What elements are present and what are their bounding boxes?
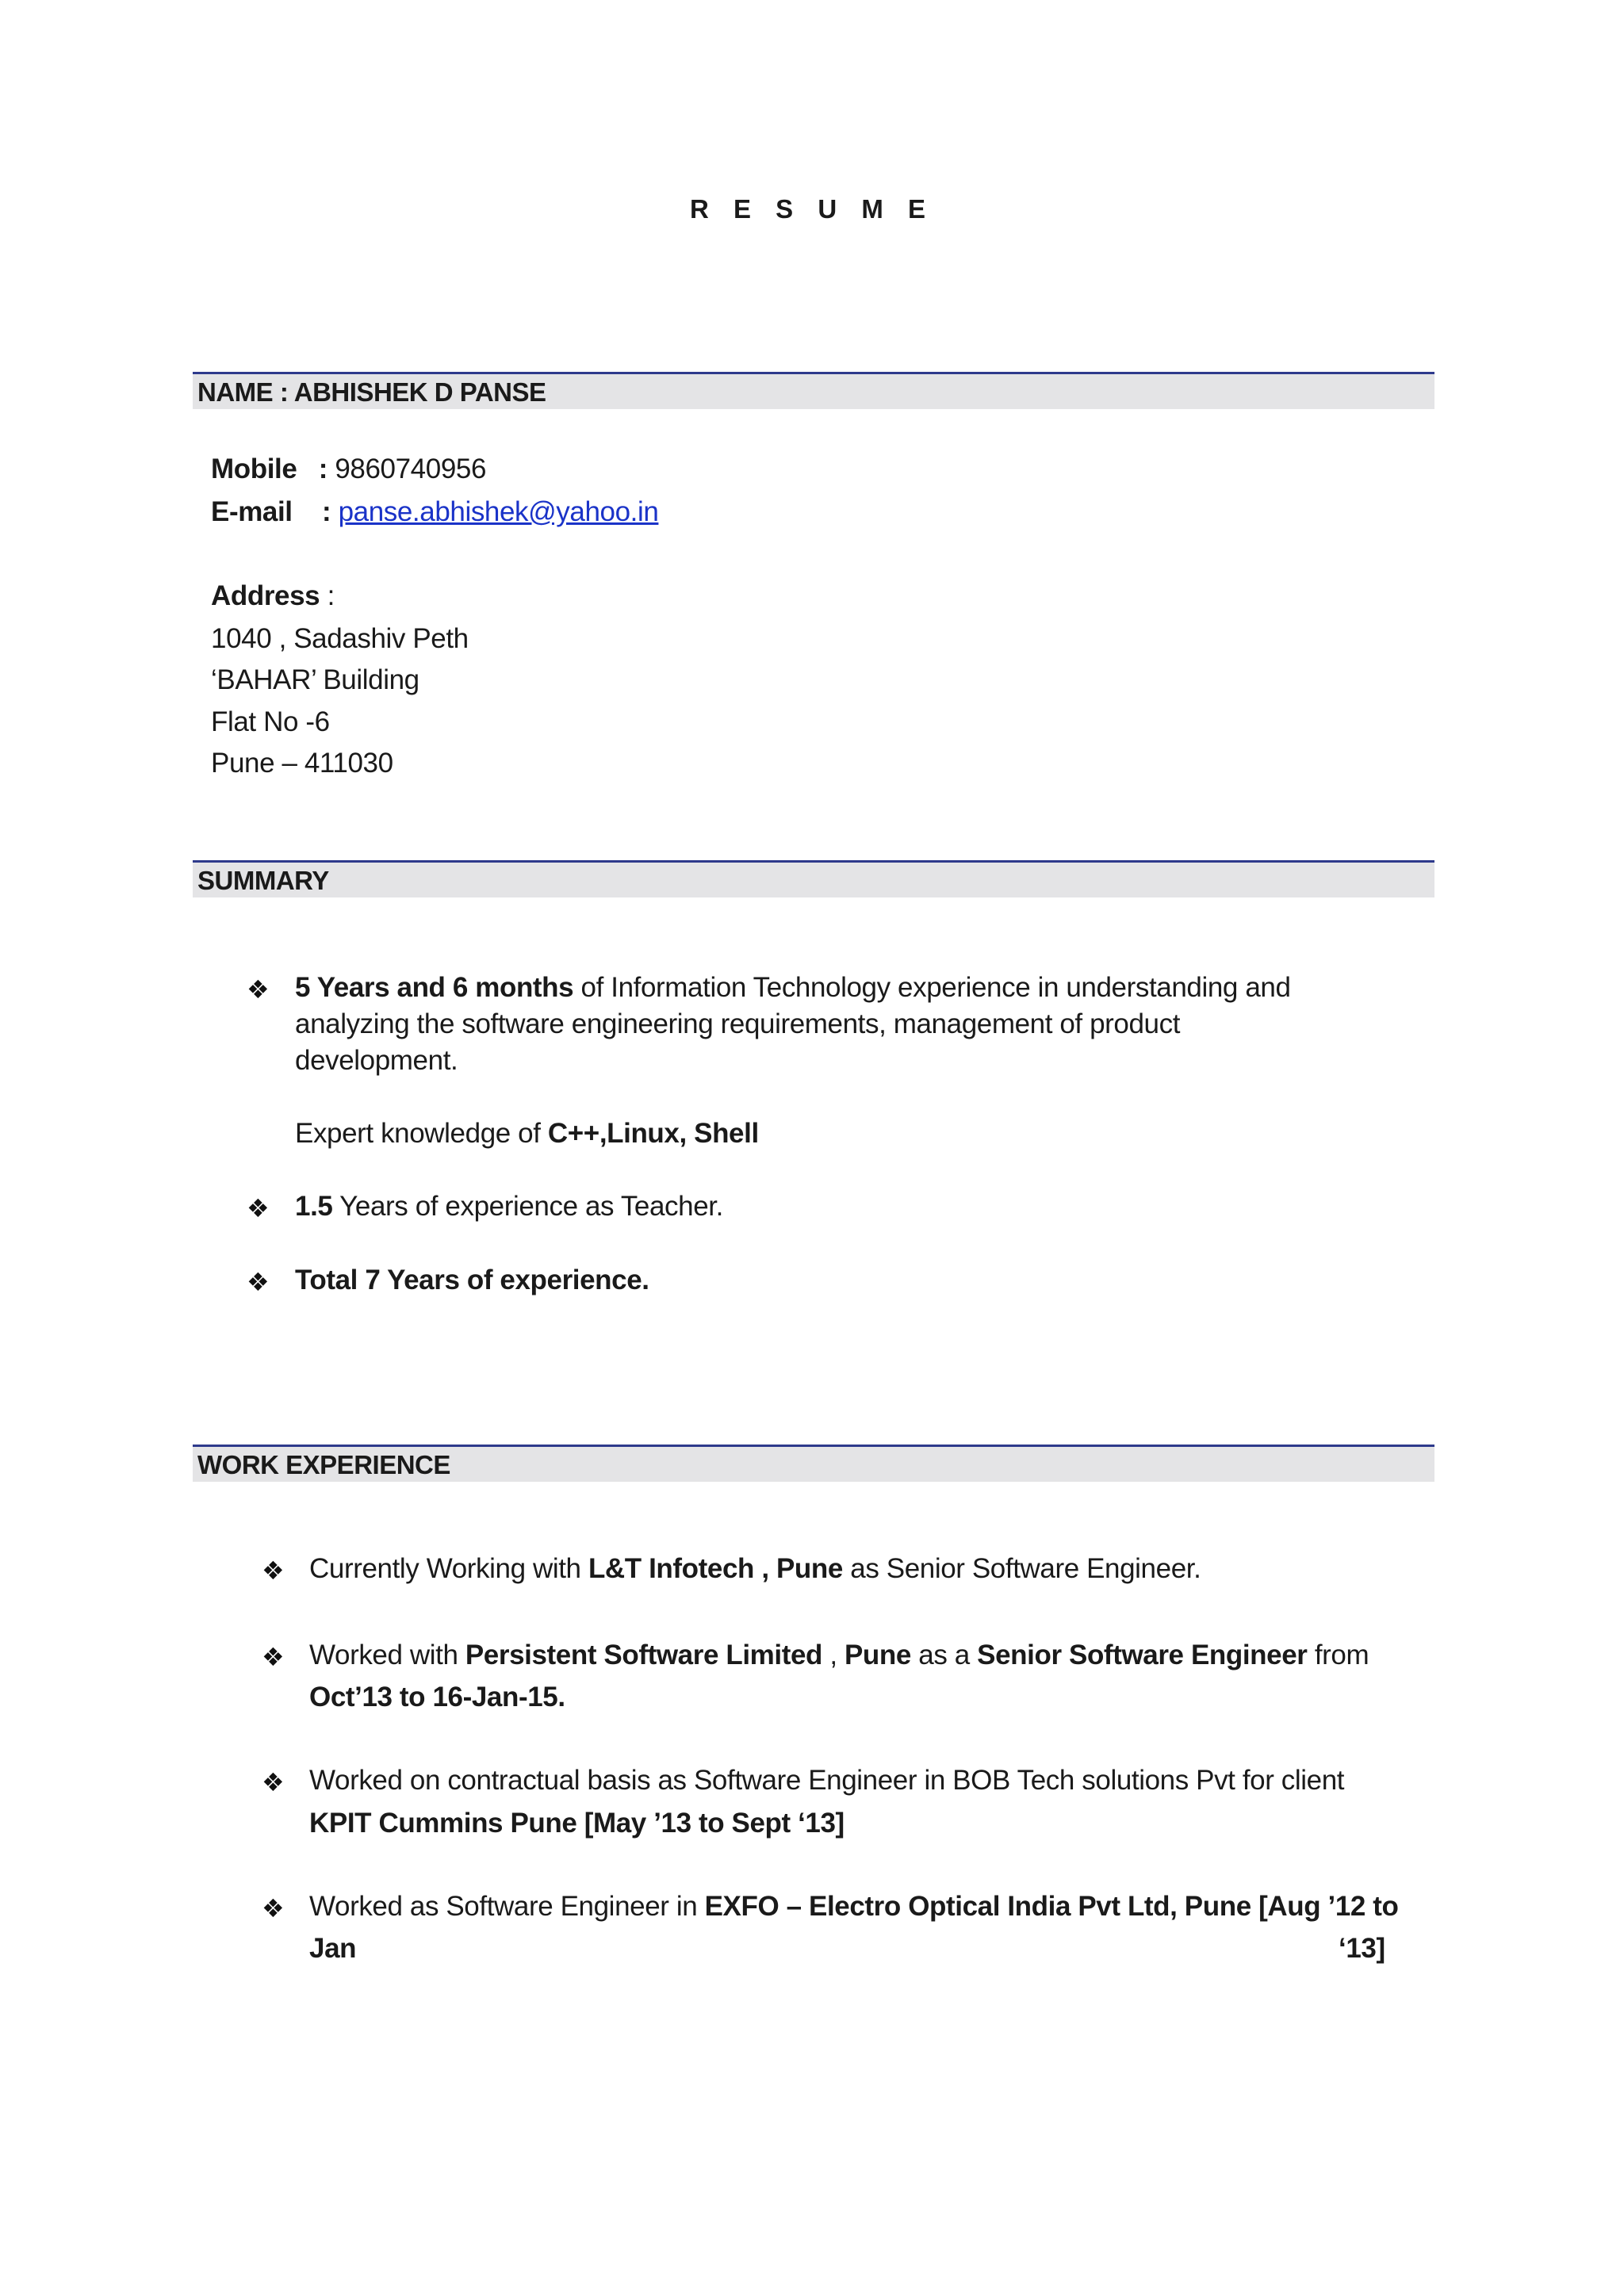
work-item-1-company: L&T Infotech , Pune (588, 1553, 843, 1584)
work-item-4-company: EXFO – Electro Optical India Pvt Ltd, Pune [Aug ’12 to (704, 1891, 1399, 1922)
work-item-1-text: Currently Working with (309, 1553, 588, 1584)
summary-item-1-line-3: development. (295, 1045, 458, 1076)
summary-item-2-bold: 1.5 (295, 1191, 333, 1222)
diamond-bullet-icon: ❖ (247, 1194, 270, 1223)
summary-item-2 (295, 1191, 723, 1223)
work-item-2-text: as a (910, 1640, 978, 1670)
diamond-bullet-icon: ❖ (262, 1894, 285, 1923)
mobile-label: Mobile (211, 453, 297, 484)
email-row (211, 496, 658, 528)
name-header-label: NAME : ABHISHEK D PANSE (197, 377, 546, 407)
address-line: Flat No -6 (211, 706, 330, 737)
address-line: Pune – 411030 (211, 748, 393, 779)
summary-header-label: SUMMARY (197, 866, 329, 895)
mobile-row (211, 453, 486, 485)
summary-item-1-text: of Information Technology experience in understanding and (573, 972, 1291, 1003)
document-title: R E S U M E (689, 194, 935, 224)
work-item-4-line-2-right: ‘13] (1339, 1933, 1385, 1964)
work-item-2-text: from (1307, 1640, 1369, 1670)
work-item-1 (309, 1553, 1201, 1585)
summary-item-1-line-2: analyzing the software engineering requirements, management of product (295, 1008, 1181, 1039)
work-item-2-text: , (822, 1640, 845, 1670)
work-experience-section-header (193, 1445, 1434, 1482)
expert-text: Expert knowledge of (295, 1118, 548, 1149)
diamond-bullet-icon: ❖ (262, 1643, 285, 1671)
address-separator: : (320, 580, 335, 611)
name-section-header (193, 372, 1434, 409)
expert-knowledge-line (295, 1118, 759, 1150)
diamond-bullet-icon: ❖ (262, 1768, 285, 1797)
work-item-2-role: Senior Software Engineer (977, 1640, 1308, 1670)
mobile-value: 9860740956 (335, 453, 487, 484)
diamond-bullet-icon: ❖ (247, 1268, 270, 1296)
expert-skills: C++,Linux, Shell (547, 1118, 759, 1149)
email-link[interactable]: panse.abhishek@yahoo.in (338, 496, 659, 527)
summary-section-header (193, 860, 1434, 897)
work-item-3-line-1: Worked on contractual basis as Software Engineer in BOB Tech solutions Pvt for client (309, 1765, 1345, 1796)
work-item-2-city: Pune (844, 1640, 911, 1670)
work-item-2-text: Worked with (309, 1640, 465, 1670)
mobile-separator: : (318, 453, 328, 484)
summary-item-3: Total 7 Years of experience. (295, 1265, 649, 1295)
address-label: Address (211, 580, 320, 611)
work-item-3-line-2: KPIT Cummins Pune [May ’13 to Sept ‘13] (309, 1808, 845, 1839)
work-item-2-line-2: Oct’13 to 16-Jan-15. (309, 1682, 565, 1712)
email-separator: : (321, 496, 331, 527)
address-heading (211, 580, 335, 612)
summary-item-2-text: Years of experience as Teacher. (332, 1191, 723, 1222)
work-item-4-line-1 (309, 1891, 1399, 1923)
work-item-4-text: Worked as Software Engineer in (309, 1891, 705, 1922)
work-item-1-role: as Senior Software Engineer. (842, 1553, 1201, 1584)
work-header-label: WORK EXPERIENCE (197, 1450, 450, 1479)
address-line: ‘BAHAR’ Building (211, 664, 419, 695)
work-item-2-line-1 (309, 1640, 1369, 1671)
email-label: E-mail (211, 496, 293, 527)
address-line: 1040 , Sadashiv Peth (211, 623, 469, 654)
diamond-bullet-icon: ❖ (262, 1556, 285, 1585)
summary-item-1-bold: 5 Years and 6 months (295, 972, 574, 1003)
work-item-4-line-2-left: Jan (309, 1933, 357, 1964)
work-item-2-company: Persistent Software Limited (465, 1640, 822, 1670)
summary-item-1-line-1 (295, 972, 1291, 1004)
diamond-bullet-icon: ❖ (247, 975, 270, 1004)
